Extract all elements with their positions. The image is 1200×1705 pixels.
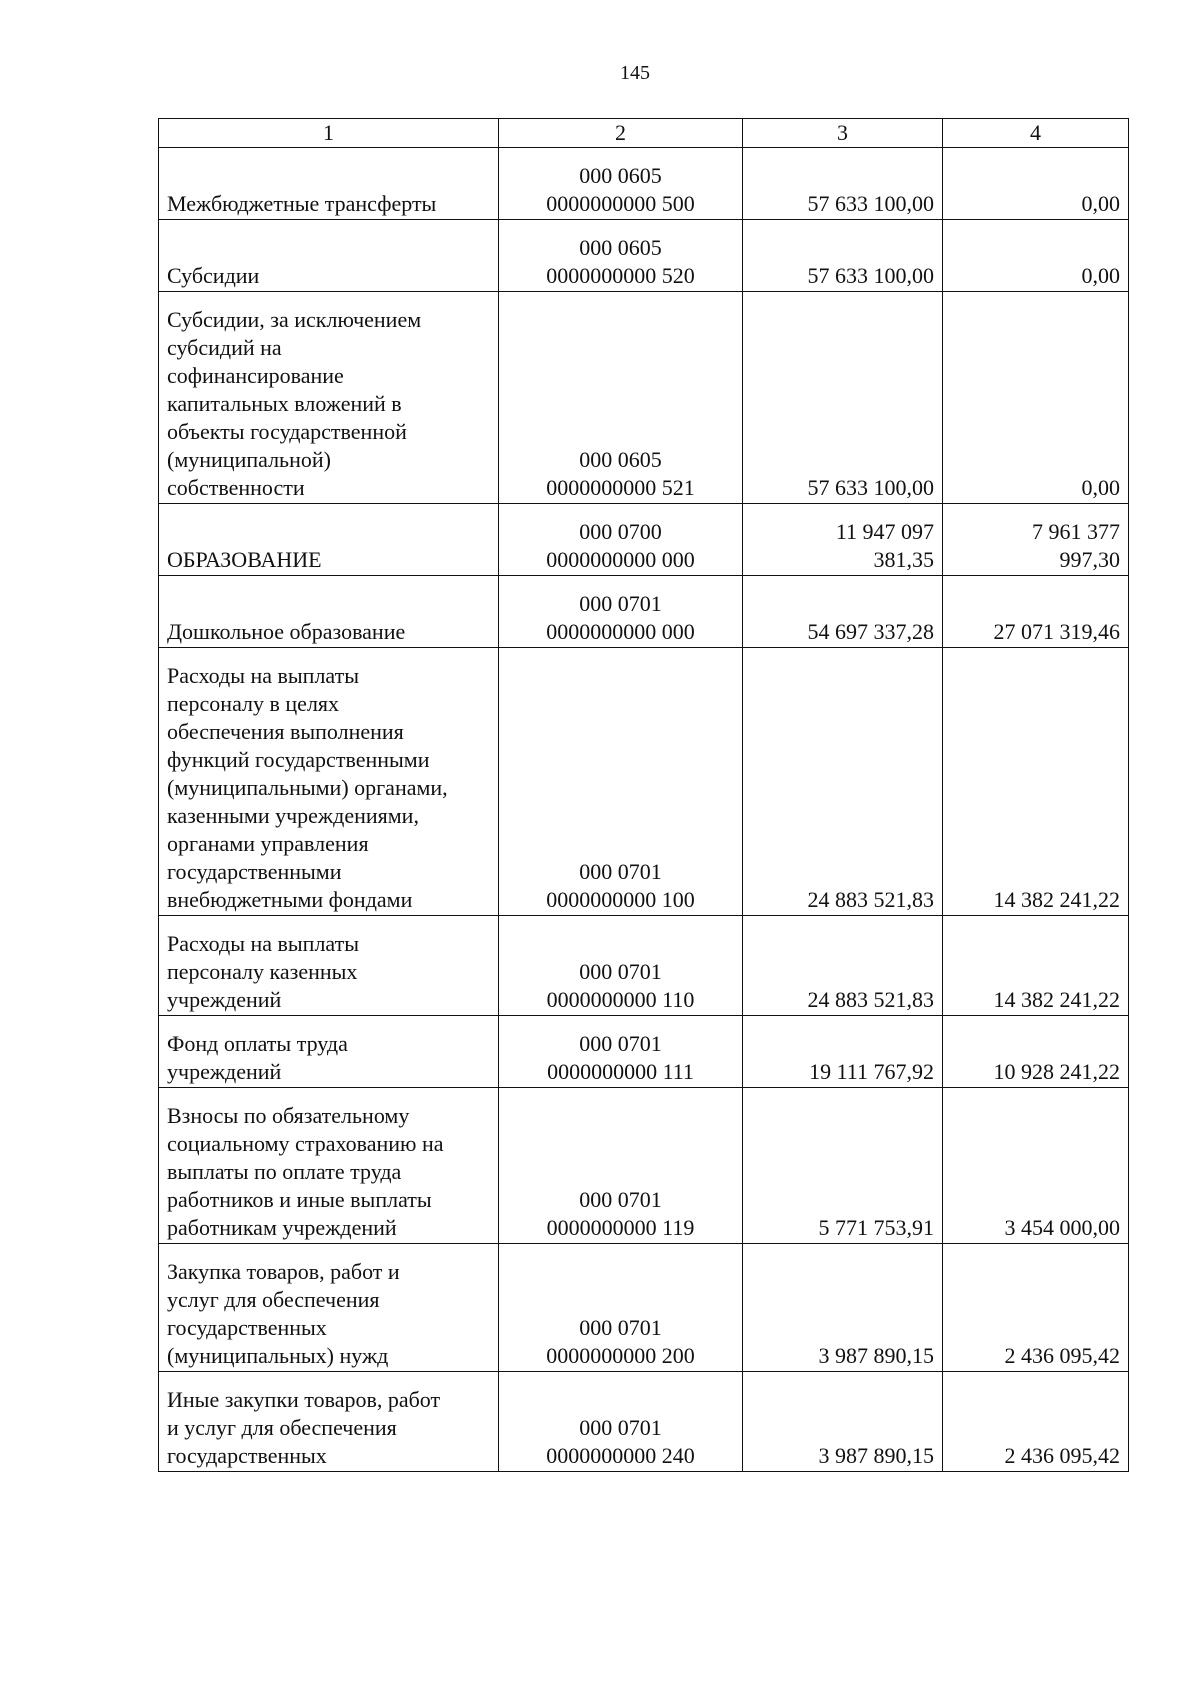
row-name-line: субсидий на [167, 335, 282, 360]
row-name-cell [159, 916, 499, 1016]
row-name-line: социальному страхованию на [167, 1131, 444, 1156]
table-row [159, 504, 1129, 576]
row-code-line: 000 0701 [579, 1187, 662, 1212]
row-code-line: 0000000000 000 [546, 547, 695, 572]
row-value-col4-cell [943, 148, 1129, 220]
row-name-line: работников и иные выплаты [167, 1187, 432, 1212]
row-code-line: 000 0605 [579, 447, 662, 472]
row-code-line: 0000000000 100 [546, 887, 695, 912]
row-value-col4-line: 2 436 095,42 [1004, 1343, 1120, 1368]
row-name-cell [159, 1244, 499, 1372]
row-name-line: выплаты по оплате труда [167, 1159, 402, 1184]
row-name-line: Межбюджетные трансферты [167, 191, 437, 216]
row-name-cell [159, 576, 499, 648]
row-value-col3-line: 19 111 767,92 [809, 1059, 934, 1084]
row-value-col3-cell [743, 916, 943, 1016]
row-value-col3-line: 24 883 521,83 [807, 887, 934, 912]
row-value-col4-line: 0,00 [1081, 475, 1120, 500]
row-code-cell [499, 648, 743, 916]
row-name-line: органами управления [167, 831, 369, 856]
row-name-cell [159, 220, 499, 292]
budget-table-body [159, 119, 1129, 1472]
row-value-col4-line: 27 071 319,46 [993, 619, 1120, 644]
row-code-cell [499, 148, 743, 220]
row-value-col4-cell [943, 1088, 1129, 1244]
row-code-line: 0000000000 000 [546, 619, 695, 644]
row-name-cell [159, 292, 499, 504]
row-value-col4-line: 14 382 241,22 [993, 987, 1120, 1012]
row-name-line: софинансирование [167, 363, 344, 388]
table-row [159, 1244, 1129, 1372]
row-name-line: внебюджетными фондами [167, 887, 413, 912]
row-code-line: 000 0701 [579, 1415, 662, 1440]
row-name-line: Взносы по обязательному [167, 1103, 410, 1128]
row-code-cell [499, 1372, 743, 1472]
row-value-col4-line: 14 382 241,22 [993, 887, 1120, 912]
row-code-cell [499, 220, 743, 292]
row-name-line: объекты государственной [167, 419, 407, 444]
page-number: 145 [620, 62, 650, 84]
row-value-col4-cell [943, 292, 1129, 504]
row-name-line: государственных [167, 1443, 327, 1468]
row-name-line: казенными учреждениями, [167, 803, 419, 828]
table-row [159, 576, 1129, 648]
row-name-cell [159, 1372, 499, 1472]
row-code-line: 0000000000 240 [546, 1443, 695, 1468]
row-name-line: персоналу казенных [167, 959, 358, 984]
table-row [159, 1372, 1129, 1472]
row-value-col4-line: 997,30 [1059, 547, 1120, 572]
budget-table [158, 118, 1129, 1472]
row-name-line: учреждений [167, 987, 282, 1012]
row-code-cell [499, 504, 743, 576]
row-value-col3-line: 381,35 [873, 547, 934, 572]
row-value-col3-cell [743, 292, 943, 504]
row-code-cell [499, 916, 743, 1016]
row-value-col4-cell [943, 1372, 1129, 1472]
table-row [159, 1088, 1129, 1244]
row-value-col3-line: 5 771 753,91 [818, 1215, 934, 1240]
row-code-line: 0000000000 200 [546, 1343, 695, 1368]
row-code-cell [499, 576, 743, 648]
row-name-line: работникам учреждений [167, 1215, 397, 1240]
row-value-col4-cell [943, 504, 1129, 576]
table-header-row [159, 119, 1129, 148]
row-value-col3-cell [743, 1016, 943, 1088]
row-value-col3-cell [743, 504, 943, 576]
table-row [159, 916, 1129, 1016]
table-row [159, 1016, 1129, 1088]
row-value-col4-line: 0,00 [1081, 263, 1120, 288]
row-code-cell [499, 1088, 743, 1244]
row-value-col3-line: 57 633 100,00 [807, 191, 934, 216]
row-value-col3-line: 3 987 890,15 [818, 1443, 934, 1468]
row-name-line: и услуг для обеспечения [167, 1415, 397, 1440]
row-value-col4-cell [943, 576, 1129, 648]
row-name-line: учреждений [167, 1059, 282, 1084]
row-name-line: собственности [167, 475, 305, 500]
row-code-cell [499, 292, 743, 504]
table-row [159, 648, 1129, 916]
header-col-3: 3 [743, 119, 943, 148]
row-code-line: 0000000000 110 [546, 987, 695, 1012]
row-name-line: Субсидии [167, 263, 260, 288]
row-code-line: 000 0701 [579, 1031, 662, 1056]
header-col-4: 4 [943, 119, 1129, 148]
row-value-col3-cell [743, 576, 943, 648]
header-col-2: 2 [499, 119, 743, 148]
row-name-line: обеспечения выполнения [167, 719, 404, 744]
row-value-col3-line: 57 633 100,00 [807, 263, 934, 288]
row-value-col3-line: 11 947 097 [835, 519, 934, 544]
row-code-cell [499, 1244, 743, 1372]
row-name-cell [159, 648, 499, 916]
row-code-line: 0000000000 521 [546, 475, 695, 500]
header-col-1: 1 [159, 119, 499, 148]
row-code-line: 000 0701 [579, 959, 662, 984]
row-value-col3-line: 3 987 890,15 [818, 1343, 934, 1368]
row-value-col4-cell [943, 648, 1129, 916]
row-code-line: 000 0605 [579, 163, 662, 188]
row-name-line: (муниципальной) [167, 447, 331, 472]
row-name-line: Расходы на выплаты [167, 931, 360, 956]
row-code-line: 0000000000 111 [547, 1059, 694, 1084]
row-name-line: (муниципальных) нужд [167, 1343, 389, 1368]
row-name-line: услуг для обеспечения [167, 1287, 380, 1312]
row-name-line: ОБРАЗОВАНИЕ [167, 547, 322, 572]
row-value-col3-cell [743, 148, 943, 220]
row-value-col4-line: 7 961 377 [1032, 519, 1120, 544]
row-value-col3-cell [743, 648, 943, 916]
row-code-line: 000 0605 [579, 235, 662, 260]
row-name-line: (муниципальными) органами, [167, 775, 448, 800]
row-value-col3-cell [743, 1372, 943, 1472]
row-value-col4-line: 2 436 095,42 [1004, 1443, 1120, 1468]
row-value-col4-cell [943, 1016, 1129, 1088]
row-code-line: 000 0701 [579, 859, 662, 884]
row-name-line: Фонд оплаты труда [167, 1031, 348, 1056]
row-value-col4-line: 0,00 [1081, 191, 1120, 216]
row-name-line: Субсидии, за исключением [167, 307, 422, 332]
row-name-cell [159, 1088, 499, 1244]
row-name-line: Закупка товаров, работ и [167, 1259, 400, 1284]
table-row [159, 148, 1129, 220]
row-value-col4-line: 10 928 241,22 [993, 1059, 1120, 1084]
row-code-line: 000 0701 [579, 1315, 662, 1340]
row-name-line: персоналу в целях [167, 691, 340, 716]
row-name-line: государственными [167, 859, 342, 884]
row-code-cell [499, 1016, 743, 1088]
row-code-line: 0000000000 520 [546, 263, 695, 288]
row-name-line: капитальных вложений в [167, 391, 402, 416]
row-code-line: 0000000000 500 [546, 191, 695, 216]
row-code-line: 000 0700 [579, 519, 662, 544]
row-name-cell [159, 148, 499, 220]
row-name-cell [159, 504, 499, 576]
row-value-col3-cell [743, 220, 943, 292]
row-name-line: Дошкольное образование [167, 619, 406, 644]
row-value-col3-line: 57 633 100,00 [807, 475, 934, 500]
row-name-line: функций государственными [167, 747, 430, 772]
row-name-line: Расходы на выплаты [167, 663, 360, 688]
row-name-cell [159, 1016, 499, 1088]
row-value-col3-line: 54 697 337,28 [807, 619, 934, 644]
row-value-col3-cell [743, 1244, 943, 1372]
row-value-col4-cell [943, 1244, 1129, 1372]
table-row [159, 292, 1129, 504]
row-value-col4-cell [943, 220, 1129, 292]
table-row [159, 220, 1129, 292]
row-value-col4-cell [943, 916, 1129, 1016]
row-value-col3-line: 24 883 521,83 [807, 987, 934, 1012]
row-code-line: 0000000000 119 [546, 1215, 695, 1240]
row-name-line: Иные закупки товаров, работ [167, 1387, 441, 1412]
row-name-line: государственных [167, 1315, 327, 1340]
row-value-col3-cell [743, 1088, 943, 1244]
row-value-col4-line: 3 454 000,00 [1004, 1215, 1120, 1240]
row-code-line: 000 0701 [579, 591, 662, 616]
